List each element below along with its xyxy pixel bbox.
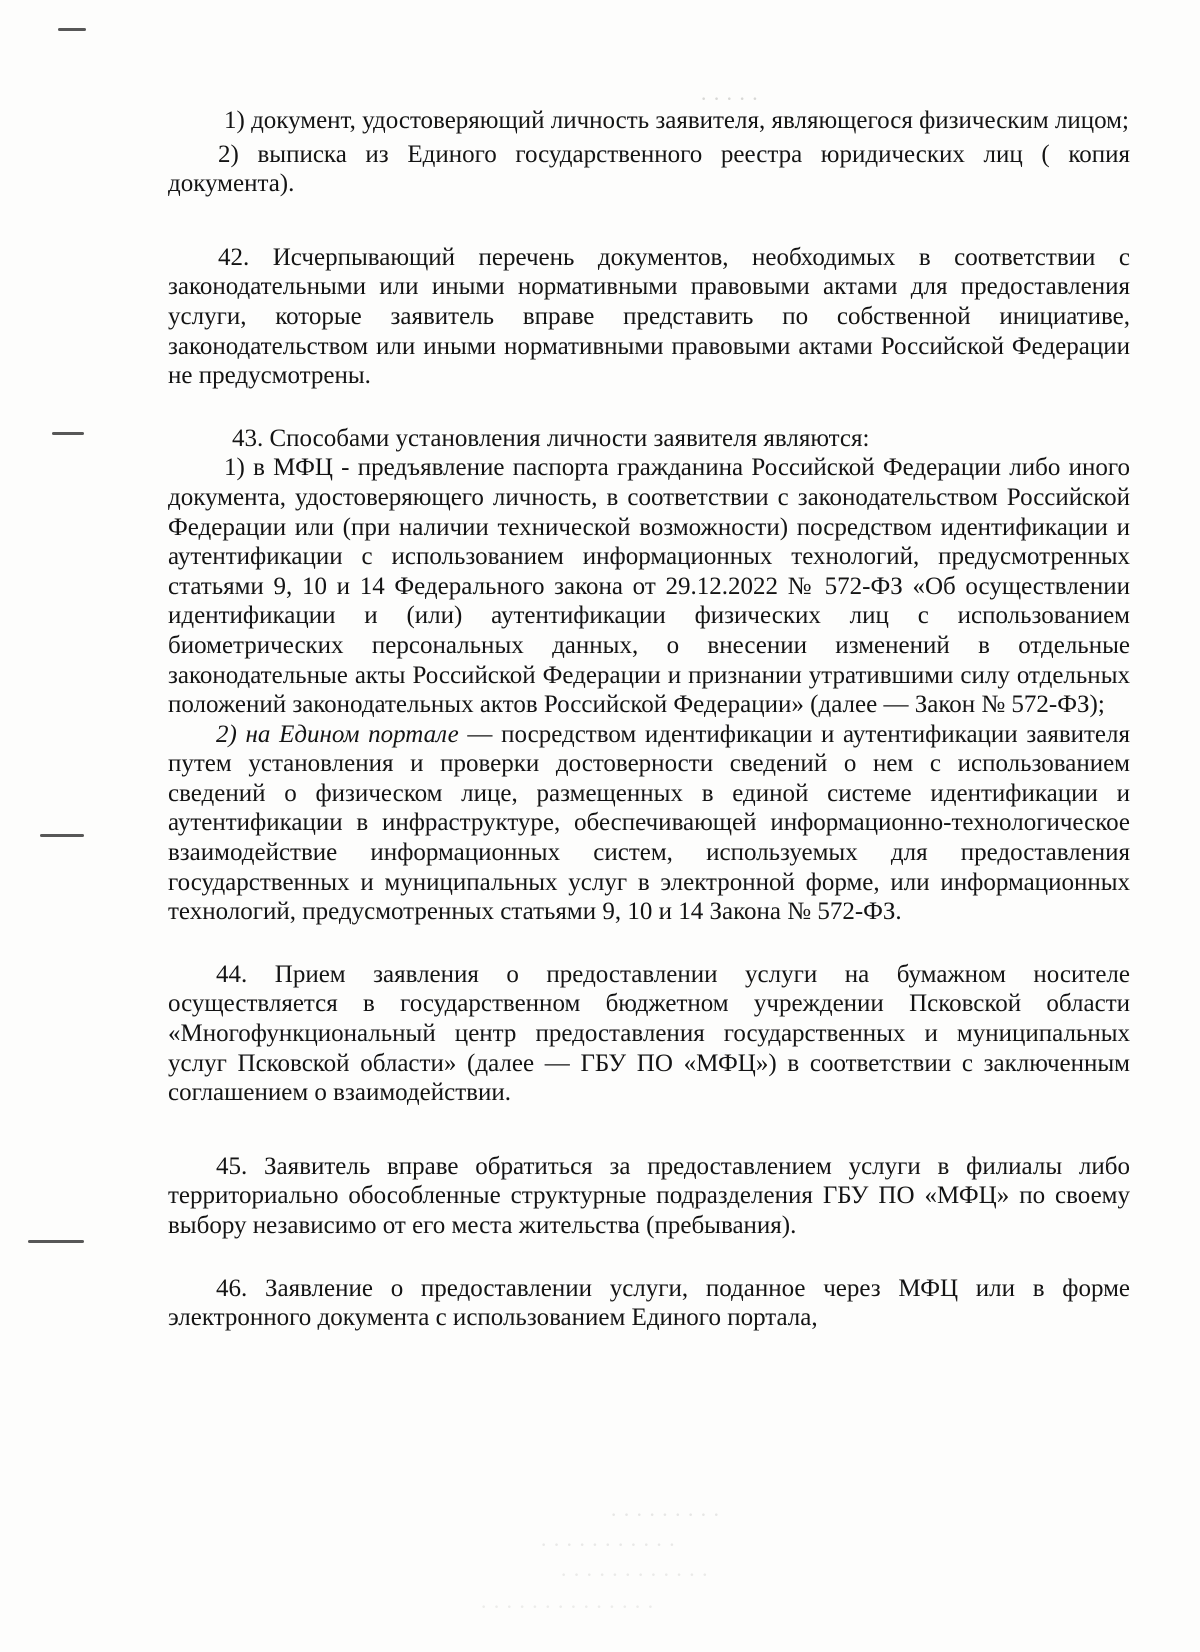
paragraph-45: 45. Заявитель вправе обратиться за предоставлением услуги в филиалы либо территориально обособленные структурные подразделения ГБУ ПО «МФЦ» по своему выбору независимо от его места жительства (пребывания). [168,1152,1130,1239]
paragraph-42: 42. Исчерпывающий перечень документов, необходимых в соответствии с законодательными или иными нормативными правовыми актами для предоставления услуги, которые заявитель вправе представить по собственной инициативе, законодательством или иными нормативными правовыми актами Российской Федерации не предусмотрены. [168,243,1130,390]
paragraph-43-item-2-lead: 2) на Едином портале [216,720,459,748]
document-body [168,106,1130,1333]
scan-margin-mark [28,1240,84,1243]
paragraph-43-item-2-text: — посредством идентификации и аутентификации заявителя путем установления и проверки достоверности сведений о нем с использованием сведений о физическом лице, размещенных в единой системе идентификации и аутентификации в инфраструктуре, обеспечивающей информационно-технологическое взаимодействие информационных систем, используемых для предоставления государственных и муниципальных услуг в электронной форме, или информационных технологий, предусмотренных статьями 9, 10 и 14 Закона № 572-ФЗ. [168,720,1131,926]
scan-margin-mark [52,432,84,435]
paragraph-46: 46. Заявление о предоставлении услуги, поданное через МФЦ или в форме электронного документа с использованием Единого портала, [168,1274,1130,1332]
show-through-artifact: · · · · · · · · · · · [540,1532,676,1557]
show-through-artifact: · · · · · [700,86,759,111]
scan-margin-mark [58,28,86,31]
paragraph-43-intro: 43. Способами установления личности заявителя являются: [232,424,870,452]
show-through-artifact: · · · · · · · · · · · · [560,1562,709,1587]
list-item-egrul-extract: 2) выписка из Единого государственного реестра юридических лиц ( копия документа). [168,140,1130,198]
paragraph-43-item-1: 1) в МФЦ - предъявление паспорта гражданина Российской Федерации либо иного документа, удостоверяющего личность, в соответствии с законодательством Российской Федерации или (при наличии технической возможности) посредством идентификации и аутентификации с использованием информационных технологий, предусмотренных статьями 9, 10 и 14 Федерального закона от 29.12.2022 № 572-ФЗ «Об осуществлении идентификации и (или) аутентификации физических лиц с использованием биометрических персональных данных, о внесении изменений в отдельные законодательные акты Российской Федерации и признании утратившими силу отдельных положений законодательных актов Российской Федерации» (далее — Закон № 572-ФЗ); [168,454,1130,719]
show-through-artifact: · · · · · · · · · · · · · · [480,1594,655,1619]
paragraph-44: 44. Прием заявления о предоставлении услуги на бумажном носителе осуществляется в государственном бюджетном учреждении Псковской области «Многофункциональный центр предоставления государственных и муниципальных услуг Псковской области» (далее — ГБУ ПО «МФЦ») в соответствии с заключенным соглашением о взаимодействии. [168,960,1130,1107]
show-through-artifact: · · · · · · · · · [610,1502,720,1527]
paragraph-43-item-2 [168,720,1130,927]
list-item-identity-document: 1) документ, удостоверяющий личность заявителя, являющегося физическим лицом; [224,107,1129,134]
scan-margin-mark [40,834,84,837]
